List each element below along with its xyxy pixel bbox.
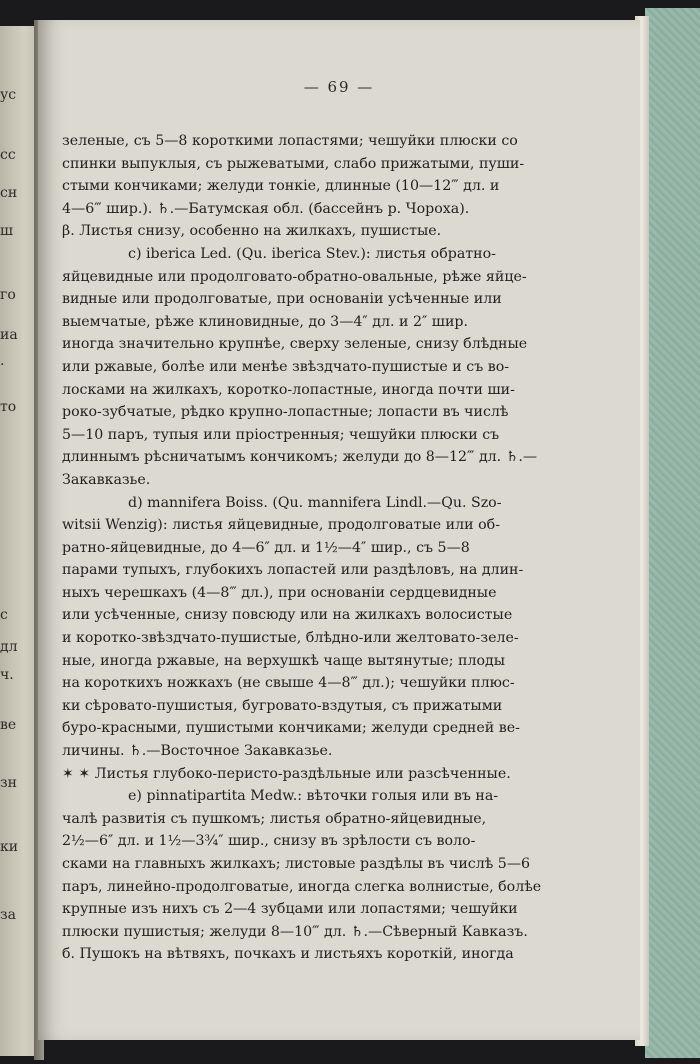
left-page-fragment: иа <box>0 327 18 343</box>
text-line: ныхъ черешкахъ (4—8‴ дл.), при основаніи сердцевидные <box>62 584 497 601</box>
text-line: буро-красными, пушистыми кончиками; желуди средней ве- <box>62 720 520 737</box>
text-line: 5—10 паръ, тупыя или пріостренныя; чешуйки плюски съ <box>62 426 500 443</box>
text-line: чалѣ развитія съ пушкомъ; листья обратно-яйцевидные, <box>62 810 487 827</box>
text-line: стыми кончиками; желуди тонкіе, длинные (10—12‴ дл. и <box>62 178 500 195</box>
text-line: паръ, линейно-продолговатые, иногда слегка волнистые, болѣе <box>62 878 542 895</box>
text-line: или ржавые, болѣе или менѣе звѣздчато-пушистые и съ во- <box>62 358 510 375</box>
text-line: б. Пушокъ на вѣтвяхъ, почкахъ и листьяхъ короткій, иногда <box>62 946 514 963</box>
left-page-fragment: сс <box>0 147 16 163</box>
text-line: крупные изъ нихъ съ 2—4 зубцами или лопастями; чешуйки <box>62 901 518 918</box>
left-page-fragment: то <box>0 399 17 415</box>
left-page-fragment: ус <box>0 87 17 103</box>
text-line: ратно-яйцевидные, до 4—6″ дл. и 1½—4″ шир., съ 5—8 <box>62 539 470 556</box>
text-line: видные или продолговатые, при основаніи усѣченные или <box>62 291 502 308</box>
text-line: c) iberica Led. (Qu. iberica Stev.): листья обратно- <box>128 245 496 262</box>
left-page-fragment: ш <box>0 223 14 239</box>
text-line: β. Листья снизу, особенно на жилкахъ, пушистые. <box>62 223 442 240</box>
left-page-fragment: ве <box>0 717 17 733</box>
text-line: ✶ ✶ Листья глубоко-перисто-раздѣльные или разсѣченные. <box>62 765 511 782</box>
text-line: 4—6‴ шир.). ♄.—Батумская обл. (бассейнъ р. Чороха). <box>62 200 470 217</box>
text-line: сками на главныхъ жилкахъ; листовые раздѣлы въ числѣ 5—6 <box>62 856 531 872</box>
text-line: роко-зубчатые, рѣдко крупно-лопастные; лопасти въ числѣ <box>62 404 509 421</box>
text-line: парами тупыхъ, глубокихъ лопастей или раздѣловъ, на длин- <box>62 562 524 579</box>
text-line: ки сѣровато-пушистыя, бугровато-вздутыя, съ прижатыми <box>62 697 503 714</box>
book-cover-board <box>645 8 700 1058</box>
text-line: лосками на жилкахъ, коротко-лопастные, иногда почти ши- <box>62 381 515 398</box>
page-number: — 69 — <box>303 78 375 96</box>
left-page-fragment: зн <box>0 775 17 791</box>
left-page-fragment: ч. <box>0 667 14 683</box>
text-line: и коротко-звѣздчато-пушистые, блѣдно-или желтовато-зеле- <box>62 630 519 647</box>
text-line: или усѣченные, снизу повсюду или на жилкахъ волосистые <box>62 607 513 624</box>
right-page <box>38 20 640 1040</box>
text-line: иногда значительно крупнѣе, сверху зеленые, снизу блѣдные <box>62 336 528 353</box>
text-line: плюски пушистыя; желуди 8—10‴ дл. ♄.—Сѣверный Кавказъ. <box>62 923 528 940</box>
left-page-fragment: ки <box>0 839 19 855</box>
text-line: e) pinnatipartita Medw.: вѣточки голыя или въ на- <box>128 788 499 805</box>
left-page-fragment: го <box>0 287 16 303</box>
left-page-fragment: за <box>0 907 16 923</box>
page-text <box>62 130 572 966</box>
text-line: 2½—6″ дл. и 1½—3¾″ шир., снизу въ зрѣлости съ воло- <box>62 833 476 850</box>
text-line: личины. ♄.—Восточное Закавказье. <box>62 743 333 760</box>
text-line: яйцевидные или продолговато-обратно-овальные, рѣже яйце- <box>62 268 527 285</box>
left-page-fragment: дл <box>0 639 18 655</box>
text-line: выемчатые, рѣже клиновидные, до 3—4″ дл. и 2″ шир. <box>62 313 469 330</box>
text-line: длиннымъ рѣсничатымъ кончикомъ; желуди до 8—12‴ дл. ♄.— <box>62 449 538 466</box>
text-line: спинки выпуклыя, съ рыжеватыми, слабо прижатыми, пуши- <box>62 155 525 172</box>
text-line: зеленые, съ 5—8 короткими лопастями; чешуйки плюски со <box>62 133 518 149</box>
text-line: d) mannifera Boiss. (Qu. mannifera Lindl.—Qu. Szo- <box>128 494 502 511</box>
text-line: witsii Wenzig): листья яйцевидные, продолговатые или об- <box>62 517 500 534</box>
left-page-fragment: сн <box>0 185 18 201</box>
left-page-fragment: с <box>0 607 8 623</box>
text-line: Закавказье. <box>62 471 151 488</box>
text-line: на короткихъ ножкахъ (не свыше 4—8‴ дл.); чешуйки плюс- <box>62 675 515 692</box>
left-page-fragment: · <box>0 357 5 373</box>
text-line: ные, иногда ржавые, на верхушкѣ чаще вытянутые; плоды <box>62 652 506 669</box>
